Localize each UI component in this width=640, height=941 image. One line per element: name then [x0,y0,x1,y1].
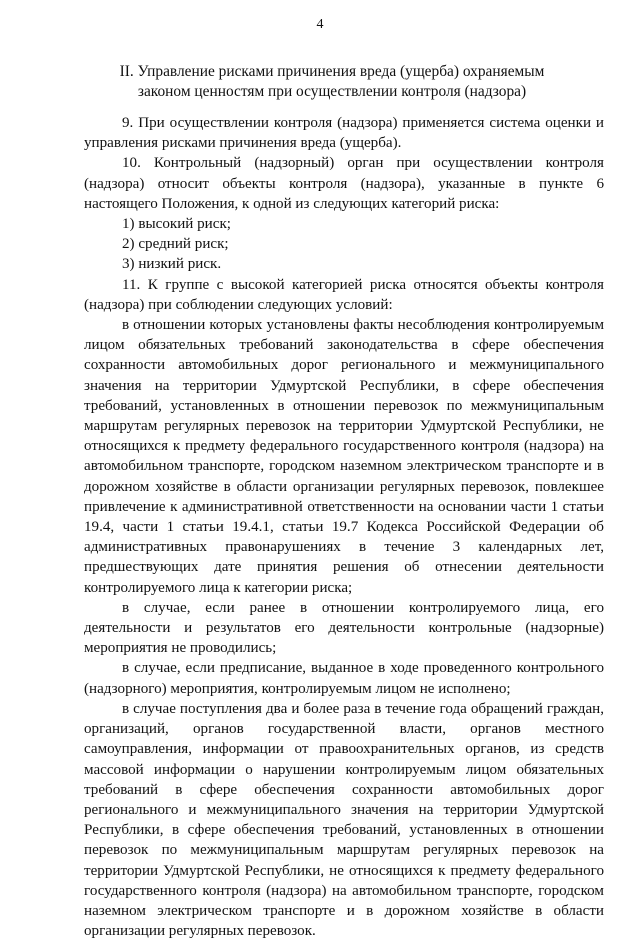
condition-no-previous-inspections: в случае, если ранее в отношении контролируемого лица, его деятельности и результатов его деятельности контрольные (надзорные) мероприятия не проводились; [84,599,604,657]
list-item-low-risk: 3) низкий риск. [122,256,222,273]
list-item-medium-risk: 2) средний риск; [122,236,229,253]
list-item-high-risk: 1) высокий риск; [122,216,231,233]
paragraph-10: 10. Контрольный (надзорный) орган при осуществлении контроля (надзора) относит объекты контроля (надзора), указанные в пункте 6 настоящего Положения, к одной из следующих категорий риска: [84,155,604,212]
condition-repeated-complaints: в случае поступления два и более раза в течение года обращений граждан, организаций, органов государственной власти, органов местного самоуправления, информации от правоохранительных органов, из средств массовой информации о нарушении контролируемым лицом обязательных требований в сфере обеспечения сохранности автомобильных дорог регионального и межмуниципального значения на территории Удмуртской Республики, в сфере обеспечения требований, установленных в отношении перевозок по межмуниципальным маршрутам регулярных перевозок на территории Удмуртской Республики, не относящихся к предмету федерального государственного контроля (надзора) на автомобильном транспорте, городском наземном электрическом транспорте и в дорожном хозяйстве в области организации регулярных перевозок. [84,700,604,940]
condition-unfulfilled-order: в случае, если предписание, выданное в ходе проведенного контрольного (надзорного) мероприятия, контролируемым лицом не исполнено; [84,660,604,697]
document-body [84,113,604,941]
condition-violations: в отношении которых установлены факты несоблюдения контролируемым лицом обязательных требований законодательства в сфере обеспечения сохранности автомобильных дорог регионального и межмуниципального значения на территории Удмуртской Республики, в сфере обеспечения требований, установленных в отношении перевозок по межмуниципальным маршрутам регулярных перевозок на территории Удмуртской Республики, не относящихся к предмету федерального государственного контроля (надзора) на автомобильном транспорте, городском наземном электрическом транспорте и в дорожном хозяйстве в области организации регулярных перевозок, повлекшее привлечение к административной ответственности на основании части 1 статьи 19.4, части 1 статьи 19.4.1, статьи 19.7 Кодекса Российской Федерации об административных правонарушениях в течение 3 календарных лет, предшествующих дате принятия решения об отнесении деятельности контролируемого лица к категории риска; [84,317,604,596]
section-title: II. Управление рисками причинения вреда (ущерба) охраняемым законом ценностям при осуществлении контроля (надзора) [119,63,545,100]
paragraph-11: 11. К группе с высокой категорией риска относятся объекты контроля (надзора) при соблюдении следующих условий: [84,276,604,313]
paragraph-9: 9. При осуществлении контроля (надзора) применяется система оценки и управления рисками причинения вреда (ущерба). [84,115,604,152]
page-number: 4 [316,17,324,32]
